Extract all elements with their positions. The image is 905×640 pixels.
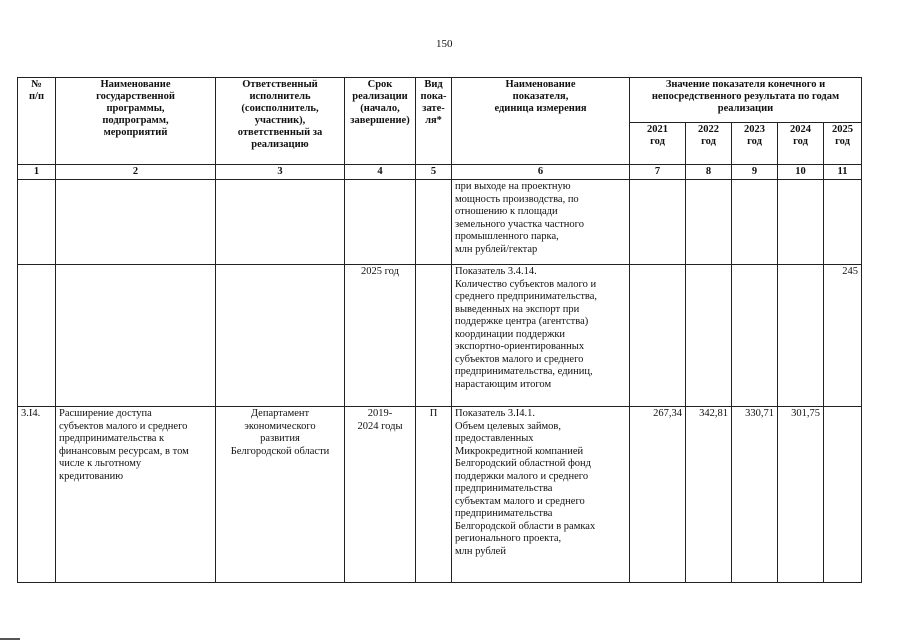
header-indicator: Наименование показателя, единица измерения [452,78,630,165]
row-value-2022 [686,180,732,265]
row-value-2023 [732,180,778,265]
table-row [18,180,862,265]
column-number-row [18,165,862,180]
column-number: 2 [56,165,216,180]
header-name: Наименование государственной программы, подпрограмм, мероприятий [56,78,216,165]
table-row [18,265,862,407]
row-term: 2025 год [345,265,416,407]
header-year-2024: 2024 год [778,123,824,165]
header-values: Значение показателя конечного и непосредственного результата по годам реализации [630,78,862,123]
page-number: 150 [436,38,453,50]
header-year-2022: 2022 год [686,123,732,165]
row-indicator: Показатель 3.I4.1. Объем целевых займов, предоставленных Микрокредитной компанией Белгородский областной фонд поддержки малого и среднего предпринимательства субъектам малого и среднего предпринимательства Белгородской области в рамках регионального проекта, млн рублей [452,407,630,583]
header-executor: Ответственный исполнитель (соисполнитель, участник), ответственный за реализацию [216,78,345,165]
row-value-2024 [778,180,824,265]
row-num: 3.I4. [18,407,56,583]
row-type [416,180,452,265]
header-year-2025: 2025 год [824,123,862,165]
column-number: 9 [732,165,778,180]
row-value-2021 [630,180,686,265]
row-executor [216,180,345,265]
row-value-2025 [824,407,862,583]
row-executor: Департамент экономического развития Белгородской области [216,407,345,583]
column-number: 5 [416,165,452,180]
row-name [56,265,216,407]
row-name [56,180,216,265]
row-value-2022: 342,81 [686,407,732,583]
row-name: Расширение доступа субъектов малого и среднего предпринимательства к финансовым ресурсам, в том числе к льготному кредитованию [56,407,216,583]
row-value-2024 [778,265,824,407]
table-row [18,407,862,583]
row-indicator: при выходе на проектную мощность производства, по отношению к площади земельного участка частного промышленного парка, млн рублей/гектар [452,180,630,265]
column-number: 7 [630,165,686,180]
row-value-2023: 330,71 [732,407,778,583]
row-type: П [416,407,452,583]
indicator-table [17,77,862,583]
header-year-2023: 2023 год [732,123,778,165]
row-num [18,265,56,407]
row-num [18,180,56,265]
row-value-2021: 267,34 [630,407,686,583]
row-value-2025 [824,180,862,265]
header-term: Срок реализации (начало, завершение) [345,78,416,165]
header-num: № п/п [18,78,56,165]
row-indicator: Показатель 3.4.14. Количество субъектов малого и среднего предпринимательства, выведенных на экспорт при поддержке центра (агентства) координации поддержки экспортно-ориентированных субъектов малого и среднего предпринимательства, единиц, нарастающим итогом [452,265,630,407]
row-value-2023 [732,265,778,407]
header-year-2021: 2021 год [630,123,686,165]
row-executor [216,265,345,407]
row-value-2022 [686,265,732,407]
row-term: 2019- 2024 годы [345,407,416,583]
column-number: 8 [686,165,732,180]
column-number: 6 [452,165,630,180]
row-type [416,265,452,407]
row-value-2024: 301,75 [778,407,824,583]
column-number: 10 [778,165,824,180]
column-number: 1 [18,165,56,180]
column-number: 3 [216,165,345,180]
row-term [345,180,416,265]
header-type: Вид пока- зате- ля* [416,78,452,165]
row-value-2021 [630,265,686,407]
column-number: 4 [345,165,416,180]
row-value-2025: 245 [824,265,862,407]
column-number: 11 [824,165,862,180]
